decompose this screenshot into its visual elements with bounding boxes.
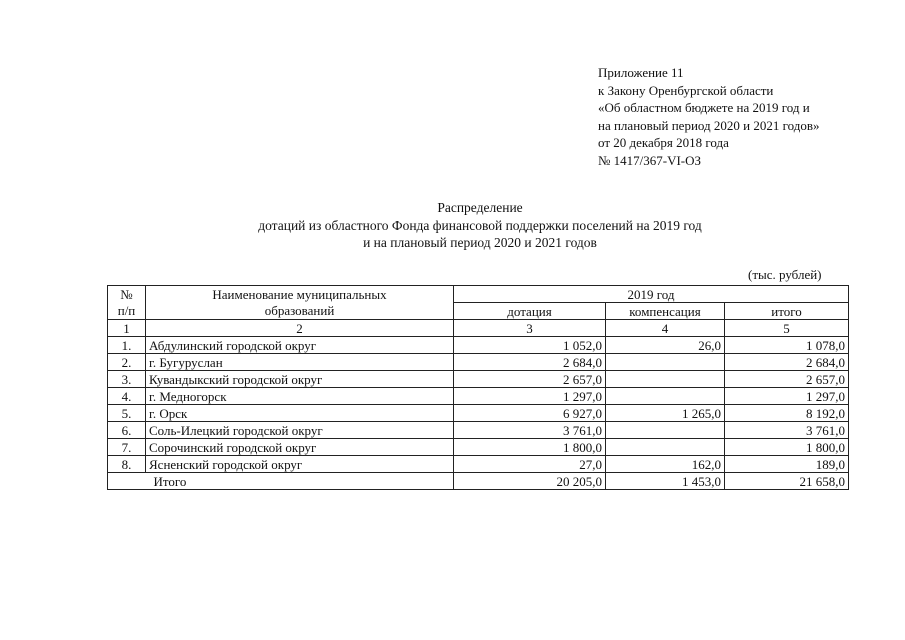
row-total: 189,0: [725, 456, 849, 473]
row-total: 1 297,0: [725, 388, 849, 405]
row-num: 7.: [108, 439, 146, 456]
column-number: 4: [606, 320, 725, 337]
column-number: 2: [146, 320, 454, 337]
header-subsidy: дотация: [454, 303, 606, 320]
row-name: г. Бугуруслан: [146, 354, 454, 371]
row-num: 8.: [108, 456, 146, 473]
document-title: [200, 199, 760, 252]
row-num: 5.: [108, 405, 146, 422]
row-name: Соль-Илецкий городской округ: [146, 422, 454, 439]
row-total: 3 761,0: [725, 422, 849, 439]
row-name: Абдулинский городской округ: [146, 337, 454, 354]
column-number: 3: [454, 320, 606, 337]
row-subsidy: 2 684,0: [454, 354, 606, 371]
total-row: [108, 473, 849, 490]
table-row: [108, 337, 849, 354]
row-total: 1 800,0: [725, 439, 849, 456]
row-total: 2 684,0: [725, 354, 849, 371]
row-name: г. Орск: [146, 405, 454, 422]
appendix-line: «Об областном бюджете на 2019 год и: [598, 100, 810, 115]
row-name: Сорочинский городской округ: [146, 439, 454, 456]
header-name: Наименование муниципальных: [146, 286, 454, 303]
table-row: [108, 388, 849, 405]
row-total: 2 657,0: [725, 371, 849, 388]
row-subsidy: 6 927,0: [454, 405, 606, 422]
row-name: г. Медногорск: [146, 388, 454, 405]
header-num: №: [108, 286, 146, 303]
units-label: (тыс. рублей): [748, 267, 822, 282]
row-total: 1 078,0: [725, 337, 849, 354]
appendix-line: Приложение 11: [598, 65, 684, 80]
table-row: [108, 422, 849, 439]
header-compensation: компенсация: [606, 303, 725, 320]
row-compensation: [606, 439, 725, 456]
column-number: 5: [725, 320, 849, 337]
total-compensation: 1 453,0: [606, 473, 725, 490]
table-row: [108, 354, 849, 371]
appendix-line: № 1417/367-VI-ОЗ: [598, 152, 702, 168]
appendix-line: к Закону Оренбургской области: [598, 82, 774, 98]
row-num: 1.: [108, 337, 146, 354]
header-total: итого: [725, 303, 849, 320]
column-number-row: [108, 320, 849, 337]
row-compensation: 1 265,0: [606, 405, 725, 422]
row-num: 4.: [108, 388, 146, 405]
appendix-line: от 20 декабря 2018 года: [598, 135, 729, 150]
table-header-row: [108, 286, 849, 303]
title-line: Распределение: [437, 200, 523, 215]
title-line: и на плановый период 2020 и 2021 годов: [363, 235, 597, 250]
row-subsidy: 27,0: [454, 456, 606, 473]
appendix-line: на плановый период 2020 и 2021 годов»: [598, 117, 820, 133]
row-name: Кувандыкский городской округ: [146, 371, 454, 388]
row-subsidy: 2 657,0: [454, 371, 606, 388]
row-subsidy: 1 297,0: [454, 388, 606, 405]
header-num: п/п: [108, 303, 146, 320]
table-row: [108, 456, 849, 473]
total-subsidy: 20 205,0: [454, 473, 606, 490]
row-subsidy: 1 800,0: [454, 439, 606, 456]
row-compensation: [606, 371, 725, 388]
distribution-table: [107, 285, 849, 490]
row-compensation: [606, 422, 725, 439]
table-row: [108, 371, 849, 388]
row-name: Ясненский городской округ: [146, 456, 454, 473]
total-label: Итого: [146, 473, 454, 490]
title-line: дотаций из областного Фонда финансовой поддержки поселений на 2019 год: [258, 217, 702, 233]
header-name: образований: [146, 303, 454, 320]
row-compensation: 162,0: [606, 456, 725, 473]
row-num: 2.: [108, 354, 146, 371]
header-year: 2019 год: [454, 286, 849, 303]
table-row: [108, 405, 849, 422]
row-compensation: [606, 388, 725, 405]
row-num: 3.: [108, 371, 146, 388]
row-compensation: 26,0: [606, 337, 725, 354]
row-subsidy: 3 761,0: [454, 422, 606, 439]
row-total: 8 192,0: [725, 405, 849, 422]
table-header-row: [108, 303, 849, 320]
table-row: [108, 439, 849, 456]
total-total: 21 658,0: [725, 473, 849, 490]
total-num-cell: [108, 473, 146, 490]
row-compensation: [606, 354, 725, 371]
row-subsidy: 1 052,0: [454, 337, 606, 354]
column-number: 1: [108, 320, 146, 337]
appendix-header-note: [598, 64, 898, 169]
row-num: 6.: [108, 422, 146, 439]
